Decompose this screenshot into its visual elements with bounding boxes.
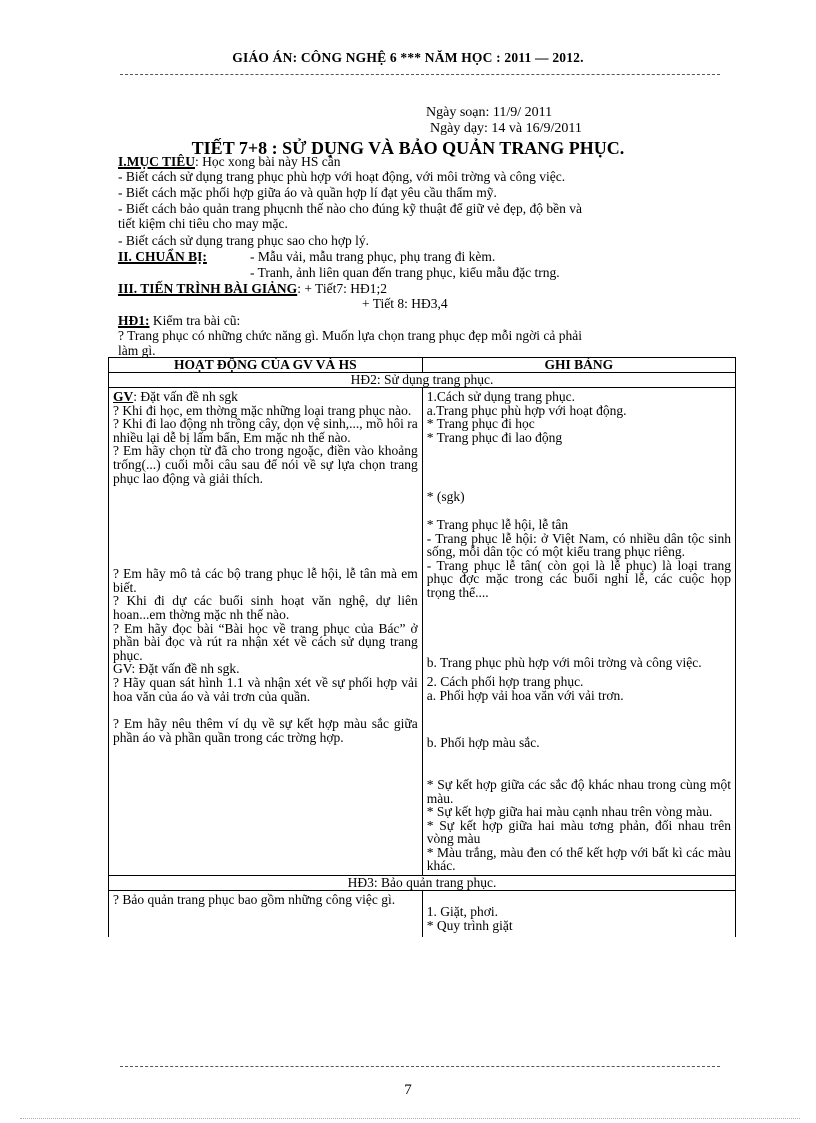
board-item-10: 2. Cách phối hợp trang phục. bbox=[426, 674, 584, 690]
prep-date: Ngày soạn: 11/9/ 2011 bbox=[426, 105, 553, 120]
spacer bbox=[427, 702, 731, 736]
objective-item-1: - Biết cách sử dụng trang phục phù hợp với hoạt động, với môi trờng và công việc. bbox=[118, 169, 566, 184]
objectives-heading bbox=[118, 154, 340, 169]
hd1-heading bbox=[118, 313, 240, 328]
board-item-12: b. Phối hợp màu sắc. bbox=[426, 735, 540, 751]
spacer bbox=[427, 504, 731, 518]
hd2-question-7: ? Hãy quan sát hình 1.1 và nhận xét về sự phối hợp vải hoa văn của áo và vải trơn của quần. bbox=[113, 674, 418, 704]
page-bottom-border bbox=[20, 1118, 800, 1119]
board-item-16: * Màu trắng, màu đen có thể kết hợp với bất kì các màu khác. bbox=[426, 844, 731, 874]
objectives-label: I.MỤC TIÊU bbox=[118, 154, 196, 169]
header-divider bbox=[120, 74, 720, 75]
spacer bbox=[113, 485, 418, 567]
table-header-row bbox=[109, 358, 736, 373]
hd1-text: Kiểm tra bài cũ: bbox=[149, 313, 241, 328]
hd3-section-row bbox=[109, 876, 736, 891]
spacer bbox=[427, 750, 731, 778]
footer-divider bbox=[120, 1066, 720, 1067]
objective-item-3: - Biết cách bảo quản trang phụcnh thế nào cho đúng kỹ thuật để giữ vẻ đẹp, độ bền và bbox=[118, 201, 582, 216]
objectives-intro: : Học xong bài này HS cần bbox=[195, 154, 341, 169]
hd2-question-8: ? Em hãy nêu thêm ví dụ về sự kết hợp màu sắc giữa phần áo và phần quần trong các trờng hợp. bbox=[113, 716, 418, 745]
hd2-question-3: ? Em hãy chọn từ đã cho trong ngoặc, điền vào khoảng trống(...) cuối mỗi câu sau để nói về sự lựa chọn trang phục lao động và giải thích. bbox=[113, 443, 418, 486]
teach-date: Ngày dạy: 14 và 16/9/2011 bbox=[430, 121, 582, 136]
progress-line-1: : + Tiết7: HĐ1;2 bbox=[297, 281, 387, 296]
board-item-7: - Trang phục lễ hội: ở Việt Nam, có nhiều dân tộc sinh sống, mỗi dân tộc có một kiểu trang phục riêng. bbox=[426, 530, 731, 560]
board-item-13: * Sự kết hợp giữa các sắc độ khác nhau trong cùng một màu. bbox=[426, 776, 731, 806]
lesson-activity-table bbox=[108, 357, 736, 937]
hd2-question-4: ? Em hãy mô tả các bộ trang phục lễ hội, lễ tân mà em biết. bbox=[113, 566, 418, 595]
header-teacher-student-activity: HOẠT ĐỘNG CỦA GV VÀ HS bbox=[109, 358, 423, 373]
hd3-question-1: ? Bảo quản trang phục bao gồm những công việc gì. bbox=[113, 892, 396, 908]
board-item-4: * Trang phục đi lao động bbox=[426, 429, 563, 445]
hd2-question-2: ? Khi đi lao động nh trồng cây, dọn vệ sinh,..., mồ hôi ra nhiều lại dễ bị lấm bẩn, Em mặc nh thế nào. bbox=[113, 416, 418, 445]
gv-label: GV bbox=[113, 389, 134, 404]
hd2-gv-intro bbox=[113, 390, 418, 404]
spacer bbox=[427, 444, 731, 490]
hd3-content-row bbox=[109, 891, 736, 938]
hd2-content-row bbox=[109, 388, 736, 876]
hd1-label: HĐ1: bbox=[118, 313, 150, 328]
page-header-title: GIÁO ÁN: CÔNG NGHỆ 6 *** NĂM HỌC : 2011 — 2012. bbox=[232, 50, 584, 65]
preparation-label-text: II. CHUẨN BỊ: bbox=[118, 249, 207, 264]
hd3-section-title: HĐ3: Bảo quản trang phục. bbox=[109, 876, 736, 891]
objective-item-2: - Biết cách mặc phối hợp giữa áo và quần hợp lí đạt yêu cầu thẩm mỹ. bbox=[118, 185, 497, 200]
hd1-question-1: ? Trang phục có những chức năng gì. Muốn lựa chọn trang phục đẹp mỗi ngời cả phải bbox=[118, 328, 582, 343]
board-item-1: 1.Cách sử dụng trang phục. bbox=[426, 389, 575, 404]
preparation-line-1: - Mẫu vải, mẫu trang phục, phụ trang đi kèm. bbox=[250, 249, 496, 264]
board-item-6: * Trang phục lễ hội, lễ tân bbox=[426, 516, 569, 532]
hd2-left-cell bbox=[109, 388, 423, 876]
board-item-9: b. Trang phục phù hợp với môi trờng và công việc. bbox=[426, 654, 702, 670]
hd2-question-6: ? Em hãy đọc bài “Bài học về trang phục của Bác” ở phần bài đọc và rút ra nhận xét về cách sử dụng trang phục. bbox=[113, 620, 418, 663]
board-item-11: a. Phối hợp vải hoa văn với vải trơn. bbox=[426, 687, 624, 703]
page-number: 7 bbox=[404, 1082, 412, 1098]
hd1-question-2: làm gì. bbox=[118, 343, 156, 358]
hd2-section-row bbox=[109, 373, 736, 388]
board-item-5: * (sgk) bbox=[426, 489, 465, 505]
preparation-line-2: - Tranh, ảnh liên quan đến trang phục, kiểu mẫu đặc trng. bbox=[250, 265, 560, 280]
board-item-8: - Trang phục lễ tân( còn gọi là lễ phục) là loại trang phục đợc mặc trong các buổi nghi lễ, các cuộc họp trọng thể.... bbox=[426, 557, 731, 600]
board-item-2: a.Trang phục phù hợp với hoạt động. bbox=[426, 402, 627, 418]
spacer bbox=[427, 600, 731, 656]
lesson-title: TIẾT 7+8 : SỬ DỤNG VÀ BẢO QUẢN TRANG PHỤC. bbox=[191, 138, 625, 158]
hd2-section-title: HĐ2: Sử dụng trang phục. bbox=[109, 373, 736, 388]
hd3-board-item-1: 1. Giặt, phơi. bbox=[426, 904, 498, 920]
objective-item-3-cont: tiết kiệm chi tiêu cho may mặc. bbox=[118, 216, 288, 231]
spacer bbox=[113, 703, 418, 717]
hd2-question-5: ? Khi đi dự các buổi sinh hoạt văn nghệ, dự liên hoan...em thờng mặc nh thế nào. bbox=[113, 593, 418, 622]
board-item-14: * Sự kết hợp giữa hai màu cạnh nhau trên vòng màu. bbox=[426, 804, 713, 820]
header-board-notes: GHI BẢNG bbox=[422, 358, 735, 373]
board-item-15: * Sự kết hợp giữa hai màu tơng phản, đối nhau trên vòng màu bbox=[426, 817, 731, 847]
hd3-right-cell bbox=[422, 891, 735, 938]
progress-line-2: + Tiết 8: HĐ3,4 bbox=[362, 296, 448, 311]
hd3-board-item-2: * Quy trình giặt bbox=[426, 917, 513, 933]
progress-heading bbox=[118, 281, 387, 296]
preparation-label bbox=[118, 249, 207, 264]
hd2-question-1: ? Khi đi học, em thờng mặc những loại trang phục nào. bbox=[113, 402, 412, 418]
progress-label: III. TIẾN TRÌNH BÀI GIẢNG bbox=[118, 281, 298, 296]
objective-item-4: - Biết cách sử dụng trang phục sao cho hợp lý. bbox=[118, 233, 370, 248]
board-item-3: * Trang phục đi học bbox=[426, 416, 535, 432]
hd2-gv-intro-2: GV: Đặt vấn đề nh sgk. bbox=[113, 661, 240, 677]
hd2-right-cell bbox=[422, 388, 735, 876]
gv-intro-text: : Đặt vấn đề nh sgk bbox=[133, 389, 238, 404]
hd3-left-cell bbox=[109, 891, 423, 938]
